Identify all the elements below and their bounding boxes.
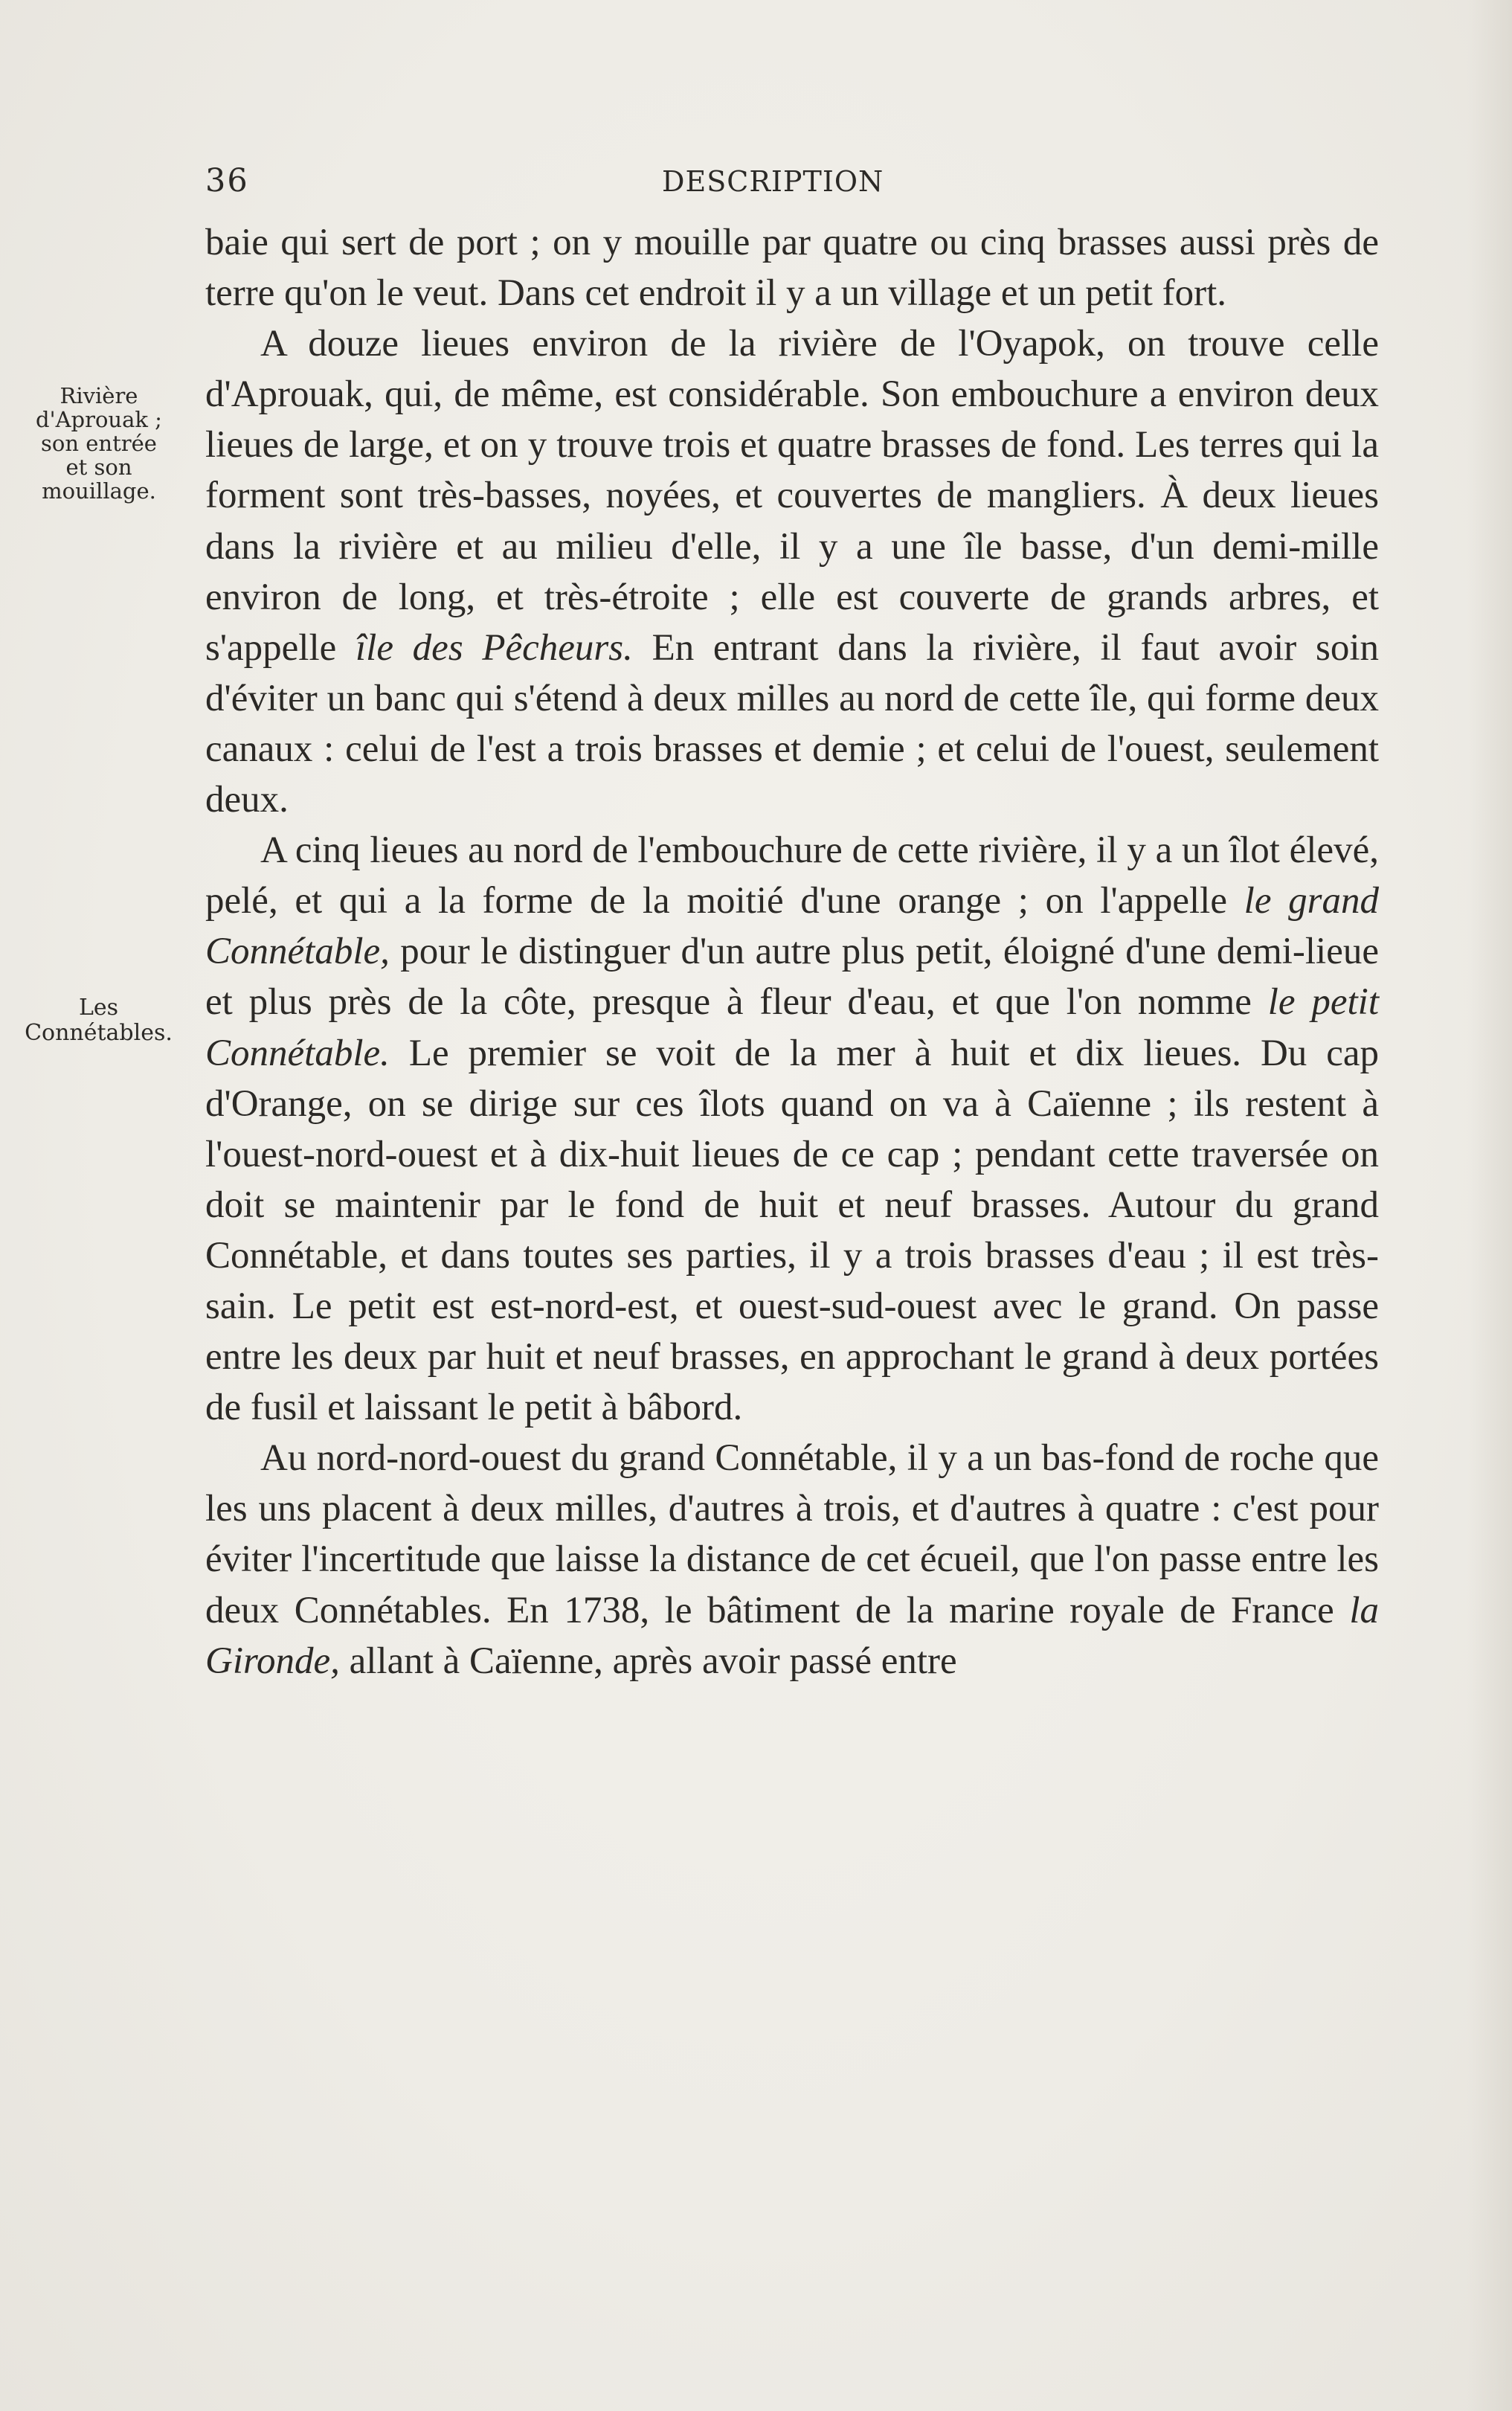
- margin-note-line: d'Aprouak ;: [36, 407, 162, 432]
- text-segment: Le premier se voit de la mer à huit et dix lieues. Du cap d'Orange, on se dirige sur ces îlots quand on va à Caïenne ; ils restent à l'ouest-nord-ouest et à dix-huit lieues de ce cap ; pendant cette traversée on doit se maintenir par le fond de huit et neuf brasses. Autour du grand Connétable, et dans toutes ses parties, il y a trois brasses d'eau ; il est très-sain. Le petit est est-nord-est, et ouest-sud-ouest avec le grand. On passe entre les deux par huit et neuf brasses, en approchant le grand à deux portées de fusil et laissant le petit à bâbord.: [205, 1032, 1379, 1429]
- text-segment: allant à Caïenne, après avoir passé entre: [339, 1640, 957, 1682]
- margin-note-line: Rivière: [59, 383, 138, 408]
- margin-note-line: mouillage.: [42, 478, 156, 504]
- paragraph: [205, 217, 1379, 318]
- paragraph: [205, 825, 1379, 1433]
- italic-segment: le grand Connétable,: [205, 880, 1379, 973]
- margin-note-line: et son: [65, 455, 132, 480]
- text-segment: baie qui sert de port ; on y mouille par quatre ou cinq brasses aussi près de terre qu'on le veut. Dans cet endroit il y a un village et un petit fort.: [205, 222, 1379, 315]
- italic-segment: île des Pêcheurs.: [356, 626, 633, 669]
- margin-note-line: Connétables.: [25, 1020, 173, 1046]
- italic-segment: la Gironde,: [205, 1589, 1379, 1682]
- text-segment: Au nord-nord-ouest du grand Connétable, il y a un bas-fond de roche que les uns placent à deux milles, d'autres à trois, et d'autres à quatre : c'est pour éviter l'incertitude que laisse la distance de cet écueil, que l'on passe entre les deux Connétables. En 1738, le bâtiment de la marine royale de France: [205, 1437, 1379, 1631]
- paragraph: [205, 318, 1379, 825]
- page-edge-shadow: [1467, 0, 1512, 2411]
- margin-note-line: Les: [78, 995, 119, 1021]
- text-segment: En entrant dans la rivière, il faut avoir soin d'éviter un banc qui s'étend à deux milles au nord de cette île, qui forme deux canaux : celui de l'est a trois brasses et demie ; et celui de l'ouest, seulement deux.: [205, 626, 1379, 821]
- text-segment: pour le distinguer d'un autre plus petit, éloigné d'une demi-lieue et plus près de la côte, presque à fleur d'eau, et que l'on nomme: [205, 931, 1379, 1024]
- italic-segment: le petit Connétable.: [205, 981, 1380, 1074]
- running-title: DESCRIPTION: [662, 165, 884, 198]
- margin-note-aprouak: [6, 384, 192, 503]
- text-segment: A douze lieues environ de la rivière de l'Oyapok, on trouve celle d'Aprouak, qui, de même, est considérable. Son embouchure a environ deux lieues de large, et on y trouve trois et quatre brasses de fond. Les terres qui la forment sont très-basses, noyées, et couvertes de mangliers. À deux lieues dans la rivière et au milieu d'elle, il y a une île basse, d'un demi-mille environ de long, et très-étroite ; elle est couverte de grands arbres, et s'appelle: [205, 323, 1379, 669]
- page-number: 36: [205, 162, 249, 199]
- paragraph: [205, 1433, 1379, 1686]
- text-segment: A cinq lieues au nord de l'embouchure de cette rivière, il y a un îlot élevé, pelé, et qui a la forme de la moitié d'une orange ; on l'appelle: [205, 829, 1379, 922]
- margin-note-line: son entrée: [41, 431, 157, 456]
- body-text: [205, 217, 1379, 1686]
- margin-note-connetables: [0, 995, 197, 1046]
